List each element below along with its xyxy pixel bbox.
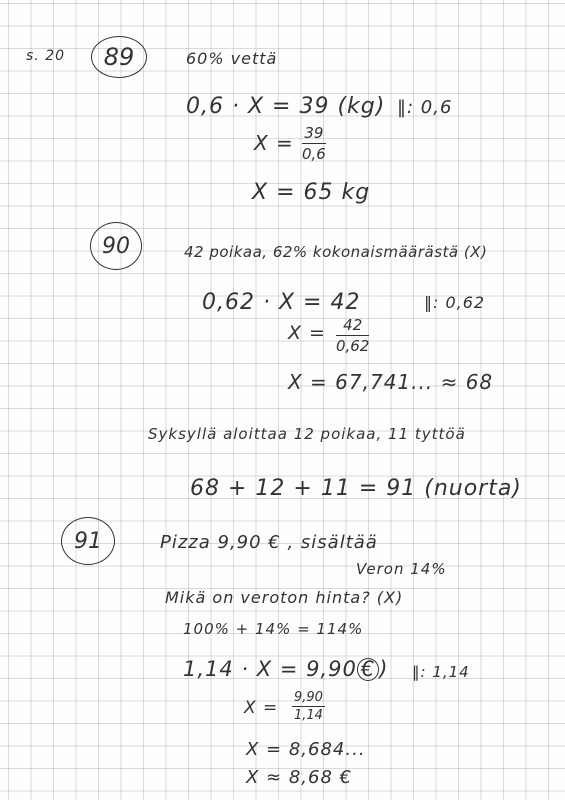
problem-91-fraction: $\frac{9,90}{1,14}$	[294, 690, 323, 723]
problem-90-statement: 42 poikaa, 62% kokonaismäärästä (X)	[184, 243, 488, 261]
problem-90-divide-note: ‖: 0,62	[424, 293, 486, 312]
problem-91-percent-sum: 100% + 14% = 114%	[183, 620, 364, 638]
problem-91-tax-rate: Veron 14%	[356, 560, 447, 578]
problem-89-statement: 60% vettä	[186, 49, 278, 68]
circled-euro-sign: €	[357, 658, 379, 681]
problem-89-x-equals: X =	[254, 131, 294, 155]
problem-89-equation: 0,6 · X = 39 (kg)	[186, 94, 386, 119]
problem-number-90: 90	[90, 222, 142, 270]
problem-90-autumn-note: Syksyllä aloittaa 12 poikaa, 11 tyttöä	[148, 425, 466, 443]
problem-91-equation: 1,14 · X = 9,90 € )	[183, 657, 389, 681]
problem-90-total: 68 + 12 + 11 = 91 (nuorta)	[190, 476, 522, 501]
problem-89-divide-note: ‖: 0,6	[397, 97, 453, 118]
problem-91-divide-note: ‖: 1,14	[412, 663, 470, 681]
problem-89-fraction: $\frac{39}{0,6}$	[302, 124, 326, 163]
problem-89-result: X = 65 kg	[252, 180, 371, 205]
problem-90-equation: 0,62 · X = 42	[202, 290, 361, 315]
problem-90-x-equals: X =	[288, 322, 326, 344]
problem-90-result: X = 67,741... ≈ 68	[288, 370, 494, 394]
problem-91-statement: Pizza 9,90 € , sisältää	[160, 532, 378, 553]
problem-91-x-equals: X =	[244, 698, 279, 718]
problem-number-89: 89	[91, 36, 147, 78]
problem-90-fraction: $\frac{42}{0,62}$	[336, 316, 370, 355]
page-reference: s. 20	[26, 48, 66, 64]
problem-number-91: 91	[61, 517, 115, 565]
problem-91-rounded-result: X ≈ 8,68 €	[246, 767, 353, 788]
problem-91-decimal-result: X = 8,684...	[246, 739, 366, 760]
problem-91-question: Mikä on veroton hinta? (X)	[165, 588, 404, 607]
